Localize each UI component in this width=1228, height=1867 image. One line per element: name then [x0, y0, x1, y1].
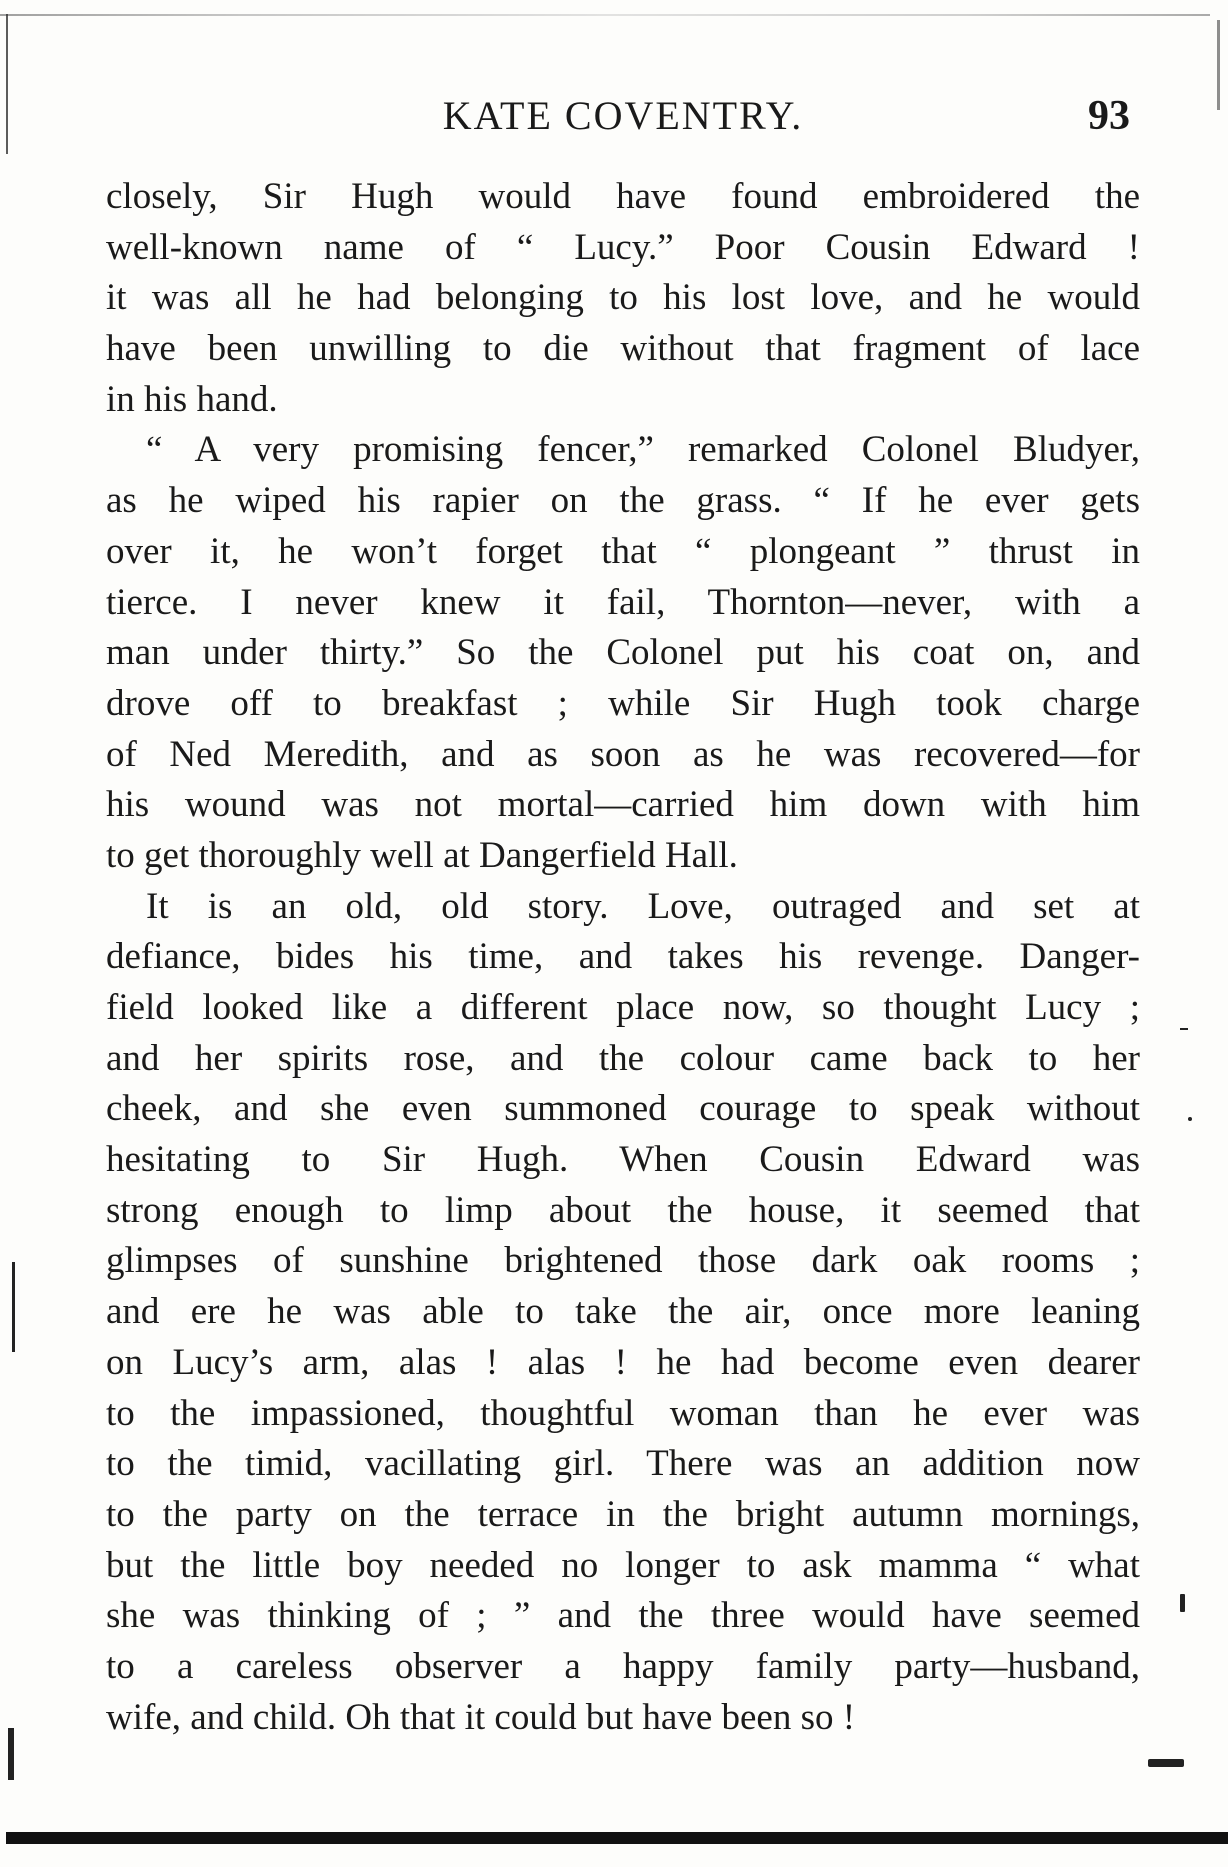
body-text	[106, 172, 1140, 1743]
scan-edge-right	[1217, 20, 1220, 110]
text-line: she was thinking of ; ” and the three would have seemed	[106, 1595, 1140, 1637]
text-line: well-known name of “ Lucy.” Poor Cousin Edward !	[106, 226, 1140, 268]
scan-speck	[1188, 1117, 1192, 1121]
text-line: to the party on the terrace in the bright autumn mornings,	[106, 1493, 1140, 1535]
text-line: over it, he won’t forget that “ plongeant ” thrust in	[106, 530, 1140, 572]
text-line: to a careless observer a happy family party—husband,	[106, 1645, 1140, 1687]
margin-mark	[8, 1728, 14, 1780]
text-line: glimpses of sunshine brightened those dark oak rooms ;	[106, 1240, 1140, 1282]
scan-speck	[1180, 1594, 1185, 1612]
text-line: have been unwilling to die without that fragment of lace	[106, 328, 1140, 370]
running-title: KATE COVENTRY.	[442, 93, 804, 138]
page-number: 93	[1088, 93, 1130, 139]
text-line: strong enough to limp about the house, it seemed that	[106, 1189, 1140, 1231]
text-line: “ A very promising fencer,” remarked Colonel Bludyer,	[146, 429, 1140, 471]
text-line: but the little boy needed no longer to ask mamma “ what	[106, 1544, 1140, 1586]
text-line: it was all he had belonging to his lost love, and he would	[106, 277, 1140, 319]
text-line: as he wiped his rapier on the grass. “ If he ever gets	[106, 480, 1140, 522]
scan-speck	[1148, 1759, 1184, 1767]
text-line: closely, Sir Hugh would have found embroidered the	[106, 176, 1140, 217]
text-line: field looked like a different place now, so thought Lucy ;	[106, 987, 1140, 1028]
margin-mark	[12, 1262, 15, 1352]
text-line: on Lucy’s arm, alas ! alas ! he had become even dearer	[106, 1341, 1140, 1383]
text-line: of Ned Meredith, and as soon as he was recovered—for	[106, 733, 1140, 775]
scan-edge-top	[0, 14, 1210, 16]
text-line: It is an old, old story. Love, outraged and set at	[146, 885, 1140, 927]
page-header	[106, 88, 1140, 148]
text-line: cheek, and she even summoned courage to speak without	[106, 1088, 1140, 1130]
text-line: wife, and child. Oh that it could but have been so !	[106, 1696, 856, 1738]
scan-speck	[1180, 1028, 1188, 1030]
text-line: his wound was not mortal—carried him down with him	[106, 784, 1140, 826]
text-line: and ere he was able to take the air, once more leaning	[106, 1291, 1140, 1333]
text-line: hesitating to Sir Hugh. When Cousin Edward was	[106, 1139, 1140, 1181]
scan-edge-left	[6, 14, 8, 154]
text-line: tierce. I never knew it fail, Thornton—never, with a	[106, 581, 1140, 623]
text-line: to the timid, vacillating girl. There was an addition now	[106, 1443, 1140, 1485]
text-line: drove off to breakfast ; while Sir Hugh took charge	[106, 682, 1140, 724]
text-line: in his hand.	[106, 378, 278, 420]
text-line: to the impassioned, thoughtful woman than he ever was	[106, 1392, 1140, 1434]
text-line: to get thoroughly well at Dangerfield Hall.	[106, 834, 738, 876]
text-line: and her spirits rose, and the colour came back to her	[106, 1037, 1140, 1079]
text-line: defiance, bides his time, and takes his revenge. Danger-	[106, 936, 1140, 978]
bottom-rule	[6, 1832, 1228, 1844]
text-line: man under thirty.” So the Colonel put his coat on, and	[106, 632, 1140, 674]
